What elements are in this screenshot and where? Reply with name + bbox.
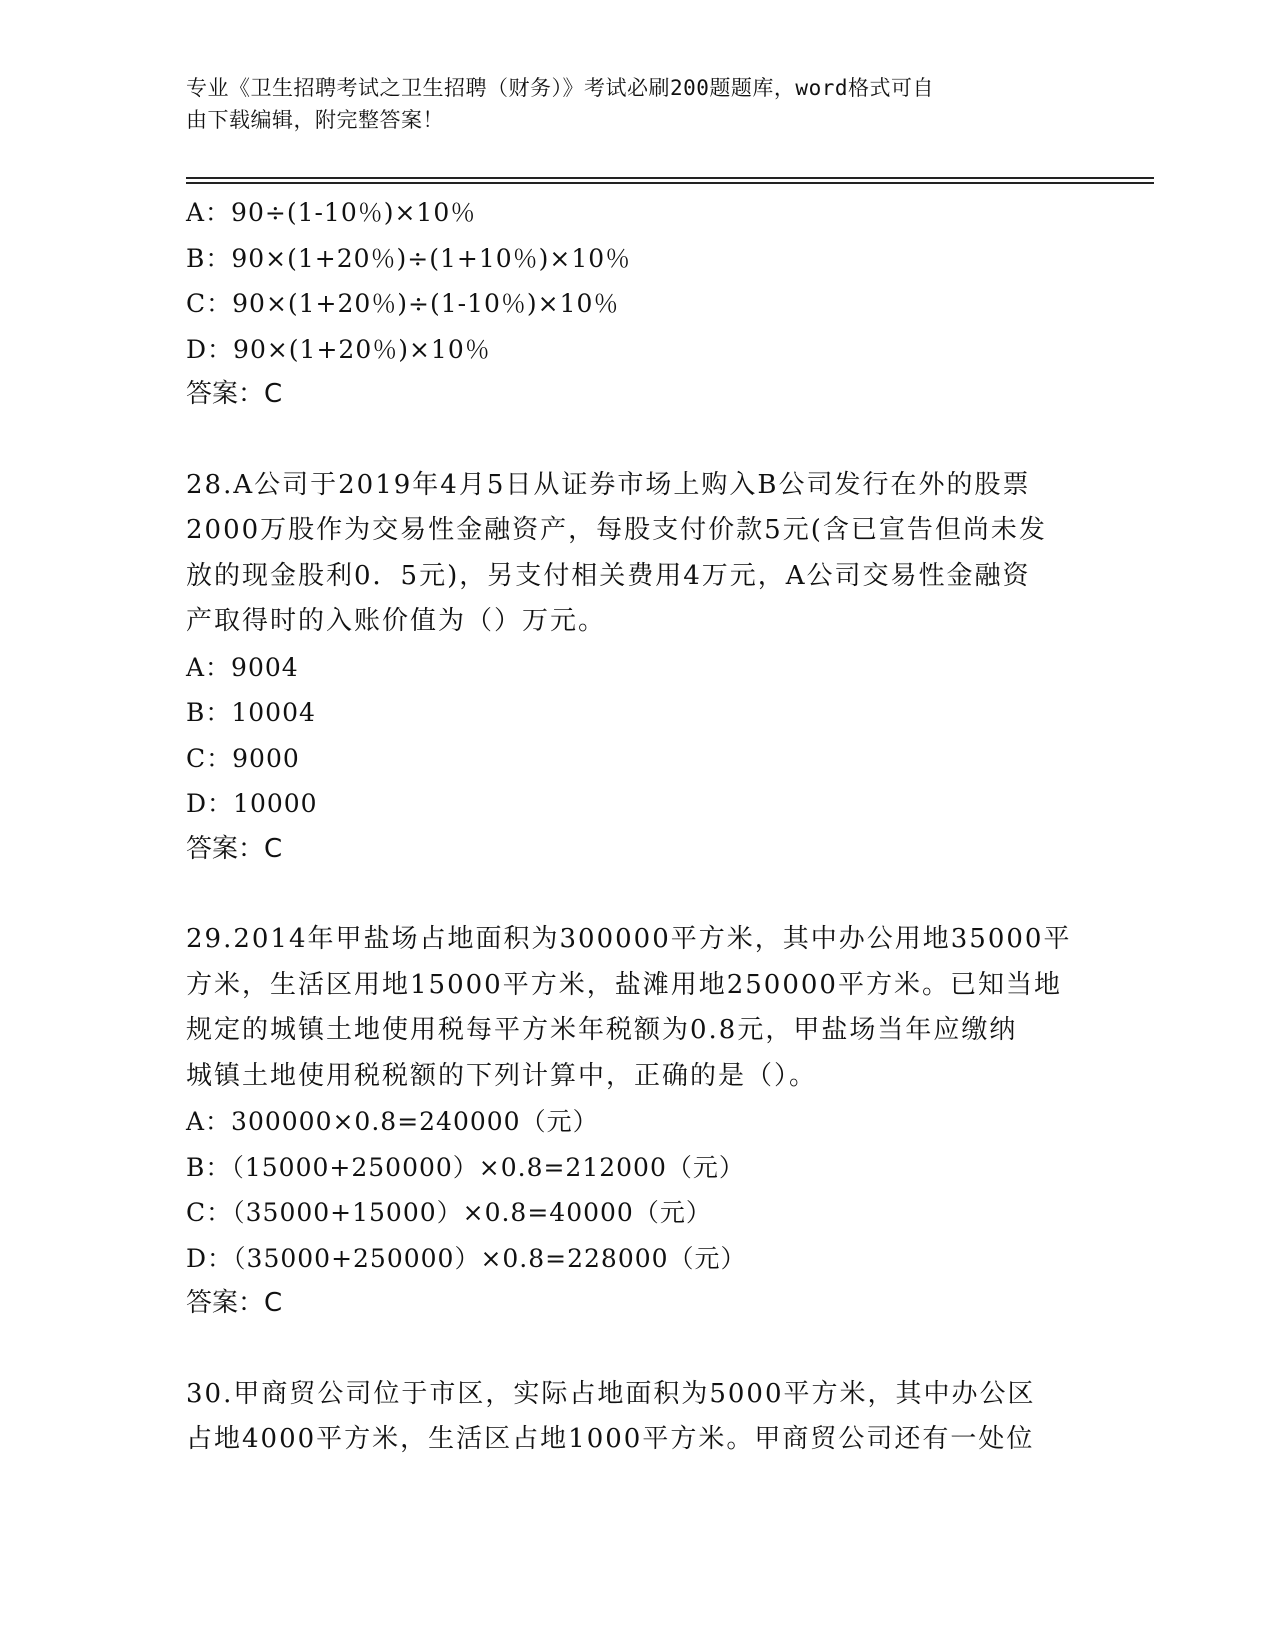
option-c: C：9000 <box>186 743 300 773</box>
question-28 <box>186 463 1086 873</box>
document-body <box>186 190 1086 1463</box>
header-line-2: 由下载编辑，附完整答案！ <box>186 108 444 132</box>
question-29 <box>186 917 1086 1327</box>
question-text-line: 放的现金股利0．5元)，另支付相关费用4万元，A公司交易性金融资 <box>186 560 1031 591</box>
option-b: B：（15000+250000）×0.8=212000（元） <box>186 1152 745 1182</box>
option-b: B：90×(1+20％)÷(1+10％)×10％ <box>186 243 632 273</box>
question-text-line: 2000万股作为交易性金融资产，每股支付价款5元(含已宣告但尚未发 <box>186 515 1047 545</box>
option-a: A：90÷(1-10％)×10％ <box>186 198 477 227</box>
header-divider-bottom <box>186 182 1154 184</box>
answer-label: 答案：C <box>186 1288 283 1318</box>
option-a: A：9004 <box>186 652 299 682</box>
header-line-1: 专业《卫生招聘考试之卫生招聘（财务）》考试必刷200题题库，word格式可自 <box>186 76 934 100</box>
question-text-line: 方米，生活区用地15000平方米，盐滩用地250000平方米。已知当地 <box>186 969 1062 1000</box>
option-b: B：10004 <box>186 698 316 727</box>
answer-label: 答案：C <box>186 833 283 864</box>
question-text-line: 规定的城镇土地使用税每平方米年税额为0.8元，甲盐场当年应缴纳 <box>186 1015 1018 1045</box>
document-header <box>186 72 1086 136</box>
option-d: D：（35000+250000）×0.8=228000（元） <box>186 1243 747 1273</box>
header-divider-top <box>186 177 1154 179</box>
option-a: A：300000×0.8=240000（元） <box>186 1107 599 1136</box>
option-c: C：（35000+15000）×0.8=40000（元） <box>186 1198 712 1227</box>
question-text-line: 29.2014年甲盐场占地面积为300000平方米，其中办公用地35000平 <box>186 924 1072 954</box>
option-d: D：90×(1+20％)×10％ <box>186 334 491 364</box>
question-text-line: 28.A公司于2019年4月5日从证券市场上购入B公司发行在外的股票 <box>186 469 1031 500</box>
question-30 <box>186 1372 1086 1463</box>
question-text-line: 占地4000平方米，生活区占地1000平方米。甲商贸公司还有一处位 <box>186 1424 1035 1454</box>
question-text-line: 30.甲商贸公司位于市区，实际占地面积为5000平方米，其中办公区 <box>186 1378 1036 1409</box>
option-d: D：10000 <box>186 789 318 818</box>
question-text-line: 产取得时的入账价值为（）万元。 <box>186 606 607 636</box>
answer-label: 答案：C <box>186 379 283 409</box>
question-text-line: 城镇土地使用税税额的下列计算中，正确的是（）。 <box>186 1060 818 1091</box>
option-c: C：90×(1+20％)÷(1-10％)×10％ <box>186 289 620 318</box>
question-27-tail <box>186 190 1086 418</box>
